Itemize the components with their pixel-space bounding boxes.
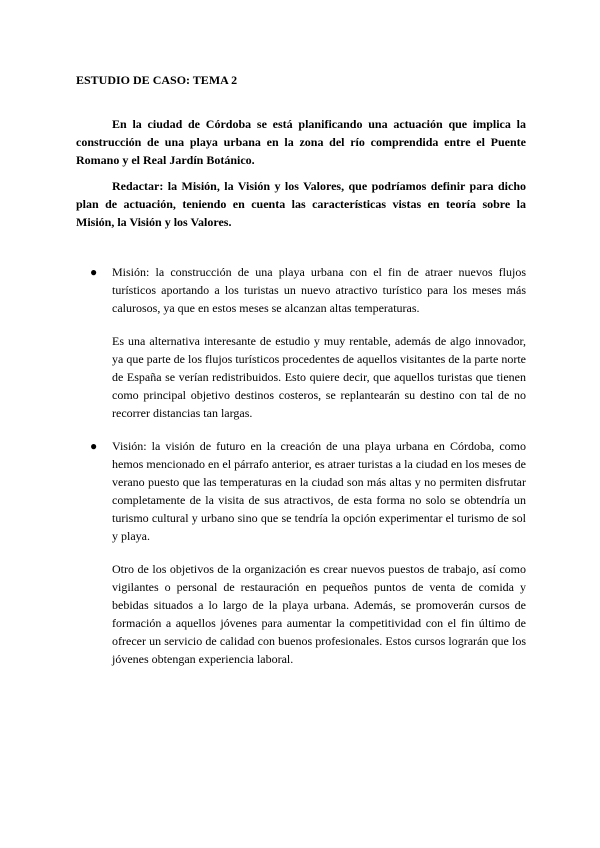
bullet-list	[76, 263, 526, 668]
mision-paragraph-continued: Es una alternativa interesante de estudio y muy rentable, además de algo innovador, ya que parte de los flujos turísticos procedentes de aquellos visitantes de la parte norte de España se verían redistribuidos. Esto quiere decir, que aquellos turistas que tienen como principal objetivo destinos costeros, se replantearán su destino con tal de no recorrer distancias tan largas.	[112, 334, 526, 420]
list-item-vision	[76, 437, 526, 668]
vision-paragraph-continued: Otro de los objetivos de la organización es crear nuevos puestos de trabajo, así como vigilantes o personal de restauración en pequeños puntos de venta de comida y bebidas situados a lo largo de la playa urbana. Además, se promoverán cursos de formación a aquellos jóvenes para aumentar la competitividad con el fin último de ofrecer un servicio de calidad con buenos profesionales. Estos cursos lograrán que los jóvenes obtengan experiencia laboral.	[112, 562, 526, 666]
document-heading: ESTUDIO DE CASO: TEMA 2	[76, 73, 238, 87]
mision-paragraph: Misión: la construcción de una playa urbana con el fin de atraer nuevos flujos turísticos aportando a los turistas un nuevo atractivo turístico para los meses más calurosos, ya que en estos meses se alcanzan altas temperaturas.	[112, 265, 526, 315]
vision-paragraph: Visión: la visión de futuro en la creación de una playa urbana en Córdoba, como hemos mencionado en el párrafo anterior, es atraer turistas a la ciudad en los meses de verano puesto que las temperaturas en la ciudad son más altas y no permiten disfrutar completamente de la visita de sus atractivos, de esta forma no solo se obtendría un turismo cultural y urbano sino que se tendría la opción experimentar el turismo de sol y playa.	[112, 439, 526, 543]
bullet-icon: ●	[90, 265, 98, 279]
list-item-mision	[76, 263, 526, 422]
bullet-icon: ●	[90, 439, 98, 453]
intro-paragraph-statement: En la ciudad de Córdoba se está planificando una actuación que implica la construcción de una playa urbana en la zona del río comprendida entre el Puente Romano y el Real Jardín Botánico.	[76, 117, 526, 167]
intro-paragraph-task: Redactar: la Misión, la Visión y los Valores, que podríamos definir para dicho plan de actuación, teniendo en cuenta las características vistas en teoría sobre la Misión, la Visión y los Valores.	[76, 179, 526, 229]
